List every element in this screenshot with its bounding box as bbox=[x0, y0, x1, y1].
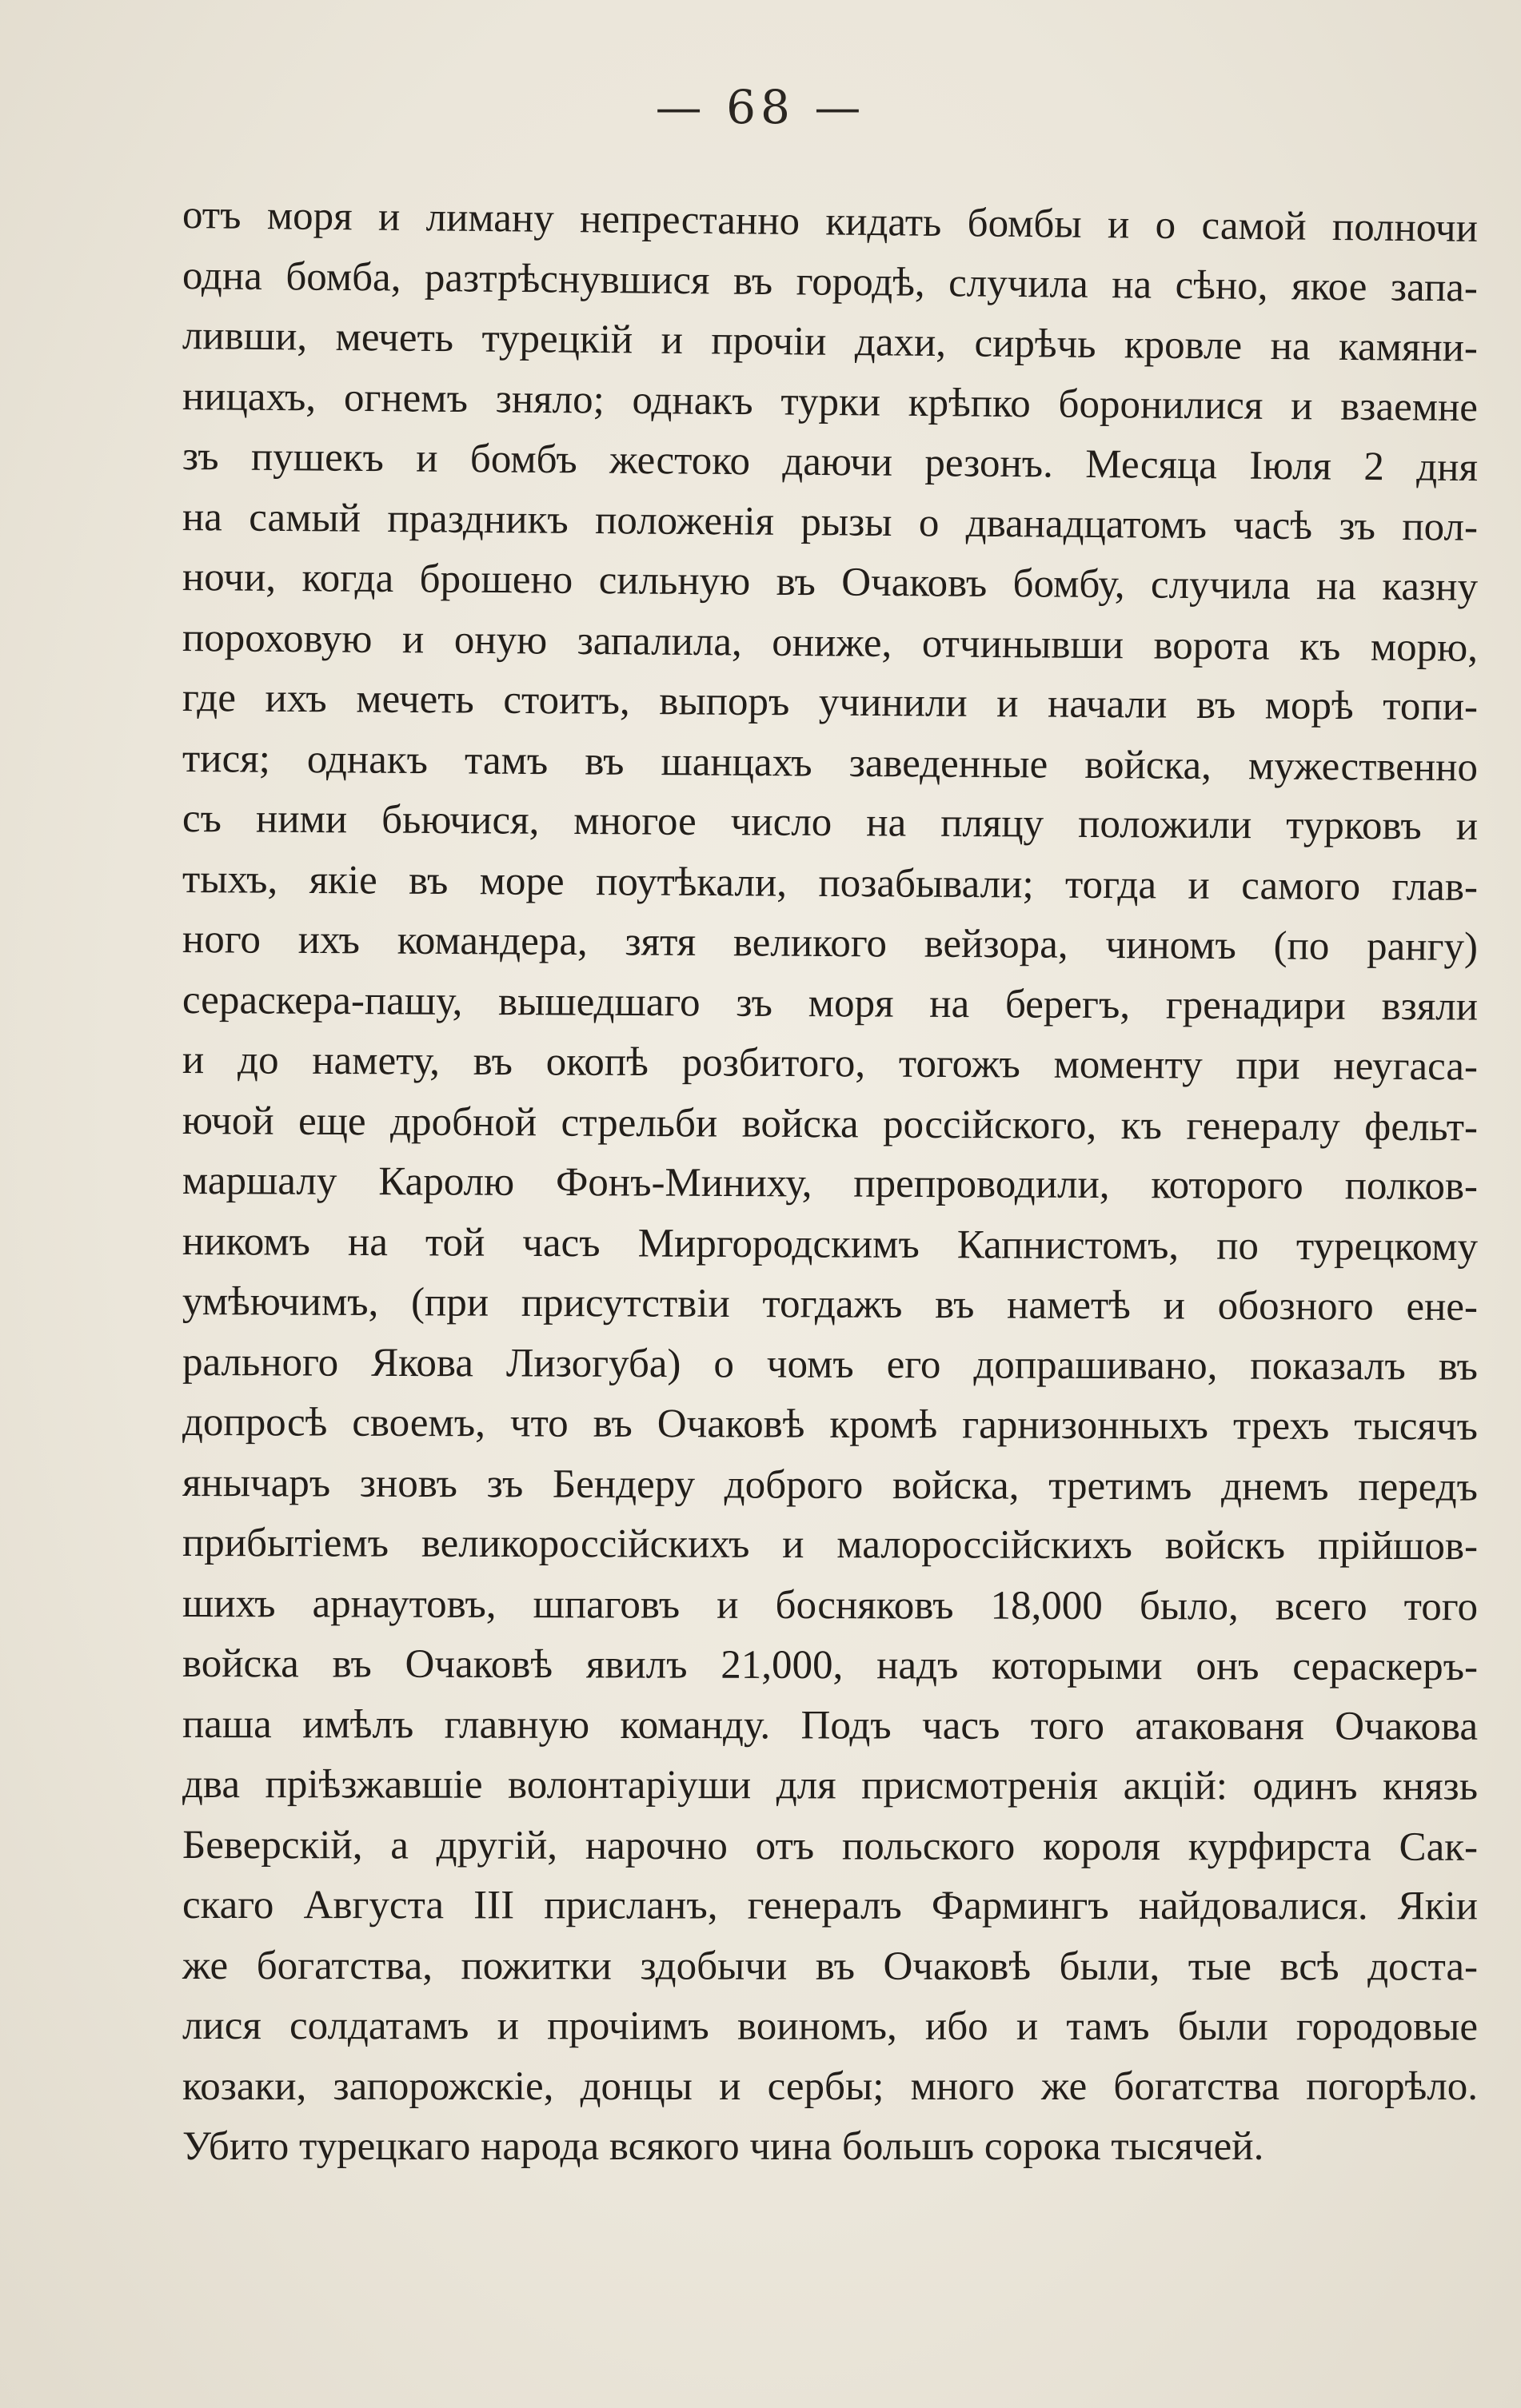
text-line: допросѣ своемъ, что въ Очаковѣ кромѣ гарнизонныхъ трехъ тысячъ bbox=[182, 1400, 1479, 1449]
body-text bbox=[182, 185, 1478, 2178]
text-line: паша имѣлъ главную команду. Подъ часъ того атакованя Очакова bbox=[182, 1701, 1479, 1749]
text-line: отъ моря и лиману непрестанно кидать бомбы и о самой полночи bbox=[182, 193, 1479, 251]
text-line: на самый праздникъ положенія рызы о дванадцатомъ часѣ зъ пол- bbox=[182, 494, 1479, 550]
text-line: съ ними бьючися, многое число на пляцу положили турковъ и bbox=[182, 796, 1479, 849]
text-line: и до намету, въ окопѣ розбитого, тогожъ моменту при неугаса- bbox=[182, 1038, 1479, 1090]
text-line: шихъ арнаутовъ, шпаговъ и босняковъ 18,000 было, всего того bbox=[182, 1581, 1479, 1629]
text-line: где ихъ мечеть стоитъ, выпоръ учинили и начали въ морѣ топи- bbox=[182, 676, 1479, 730]
text-line: зъ пушекъ и бомбъ жестоко даючи резонъ. Месяца Іюля 2 дня bbox=[182, 434, 1479, 491]
text-line: одна бомба, разтрѣснувшися въ городѣ, случила на сѣно, якое запа- bbox=[182, 253, 1479, 311]
text-line: янычаръ зновъ зъ Бендеру доброго войска, третимъ днемъ передъ bbox=[182, 1460, 1479, 1510]
text-line: козаки, запорожскіе, донцы и сербы; много же богатства погорѣло. bbox=[182, 2063, 1478, 2109]
text-line: маршалу Каролю Фонъ-Миниху, препроводили, которого полков- bbox=[182, 1158, 1479, 1210]
text-line: два пріѣзжавшіе волонтаріуши для присмотренія акцій: одинъ князь bbox=[182, 1762, 1479, 1809]
text-line: Убито турецкаго народа всякого чина большъ сорока тысячей. bbox=[182, 2124, 1264, 2169]
text-line: умѣючимъ, (при присутствіи тогдажъ въ наметѣ и обозного ене- bbox=[182, 1279, 1479, 1330]
text-line: тыхъ, якіе въ море поутѣкали, позабывали; тогда и самого глав- bbox=[182, 856, 1479, 910]
text-line: ючой еще дробной стрельби войска россійского, къ генералу фельт- bbox=[182, 1098, 1479, 1150]
text-line: прибытіемъ великороссійскихъ и малороссійскихъ войскъ прійшов- bbox=[182, 1521, 1479, 1569]
text-line: ночи, когда брошено сильную въ Очаковъ бомбу, случила на казну bbox=[182, 555, 1479, 610]
text-line: ного ихъ командера, зятя великого вейзора, чиномъ (по рангу) bbox=[182, 917, 1479, 970]
text-line: войска въ Очаковѣ явилъ 21,000, надъ которыми онъ сераскеръ- bbox=[182, 1641, 1479, 1690]
text-line: скаго Августа III присланъ, генералъ Фармингъ найдовалися. Якіи bbox=[182, 1883, 1479, 1929]
text-line: тися; однакъ тамъ въ шанцахъ заведенные войска, мужественно bbox=[182, 736, 1479, 790]
text-line: лися солдатамъ и прочіимъ воиномъ, ибо и тамъ были городовые bbox=[182, 2003, 1479, 2050]
text-line: же богатства, пожитки здобычи въ Очаковѣ были, тые всѣ доста- bbox=[182, 1943, 1479, 1989]
text-line: никомъ на той часъ Миргородскимъ Капнистомъ, по турецкому bbox=[182, 1218, 1479, 1270]
page-number: — 68 — bbox=[655, 80, 866, 134]
text-line: Беверскій, а другій, нарочно отъ польского короля курфирста Сак- bbox=[182, 1822, 1479, 1870]
text-line: ливши, мечеть турецкій и прочіи дахи, сирѣчь кровле на камяни- bbox=[182, 313, 1479, 371]
text-line: ницахъ, огнемъ зняло; однакъ турки крѣпко боронилися и взаемне bbox=[182, 373, 1479, 430]
text-line: сераскера-пашу, вышедшаго зъ моря на берегъ, гренадири взяли bbox=[182, 977, 1479, 1029]
text-line: рального Якова Лизогуба) о чомъ его допрашивано, показалъ въ bbox=[182, 1339, 1479, 1389]
text-line: пороховую и оную запалила, ониже, отчинывши ворота къ морю, bbox=[182, 615, 1479, 671]
